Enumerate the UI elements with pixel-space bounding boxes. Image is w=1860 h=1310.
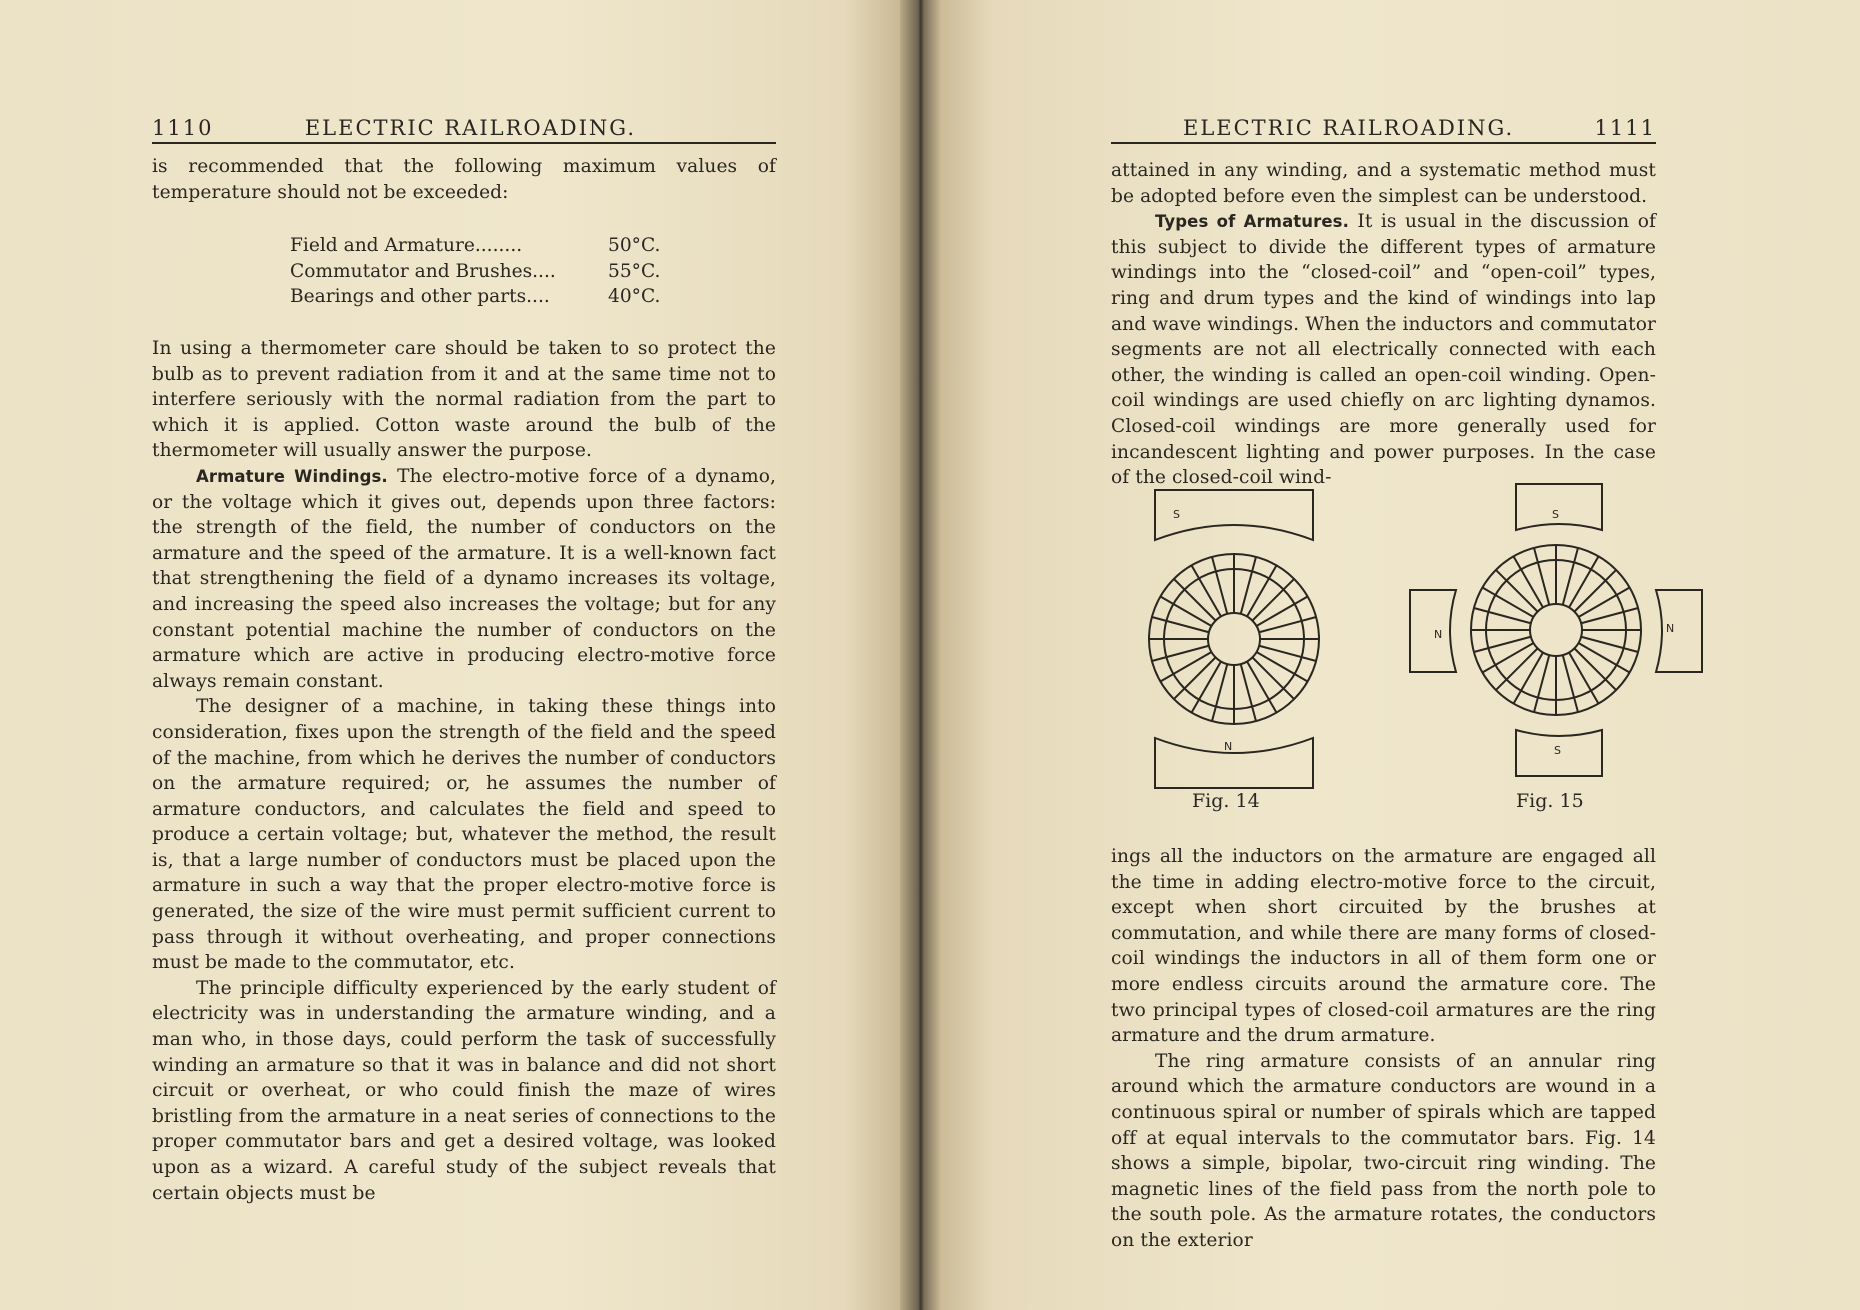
table-value: 40°C. [608,286,661,308]
table-label: Commutator and Brushes.... [290,260,556,282]
table-label: Field and Armature........ [290,235,523,256]
fig15-pole-right [1656,590,1702,672]
designer-paragraph: The designer of a machine, in taking these things into consideration, fixes upon the strength of the field and the speed of the machine, from which he derives the number of conductors on the armature required; or, he assumes the number of armature conductors, and calculates the field and speed to produce a certain voltage; but, whatever the method, the result is, that a large number of conductors must be placed upon the armature in such a way that the proper electro-motive force is generated, the size of the wire must permit sufficient current to pass through it without overheating, and proper connections must be made to the commutator, etc. [152,696,776,974]
fig15-spokes [1471,545,1641,715]
table-row [290,233,660,259]
armature-spoke [1496,570,1538,612]
types-text: It is usual in the discussion of this subject to divide the different types of armature windings into the “closed-coil” and “open-coil” types, ring and drum types and the kind of windings into lap and wave windings. When the inductors and commutator segments are not all electrically connected with each other, the winding is called an open-coil winding. Open-coil windings are used chiefly on arc lighting dynamos. Closed-coil windings are more generally used for incandescent lighting and power purposes. In the case of the closed-coil wind- [1111,211,1656,489]
types-paragraph [1111,209,1656,491]
fig15-pole-top-label: S [1552,508,1559,521]
left-running-title: ELECTRIC RAILROADING. [304,116,636,140]
fig15-pole-left-label: N [1434,628,1443,641]
table-label: Bearings and other parts.... [290,286,550,308]
armature-heading: Armature Windings. [196,466,388,486]
table-value: 55°C. [608,260,661,282]
left-header-rule [152,142,776,144]
right-running-title: ELECTRIC RAILROADING. [1183,116,1515,140]
fig14-pole-top-label: S [1173,508,1180,521]
armature-spoke [1574,648,1616,690]
left-page-number: 1110 [152,116,214,140]
armature-spoke [1574,570,1616,612]
armature-paragraph [152,464,776,694]
right-header-rule [1111,142,1656,144]
closed-coil-paragraph: ings all the inductors on the armature are engaged all the time in adding electro-motive force to the circuit, except when short circuited by the brushes at commutation, and while there are many forms of closed-coil windings the inductors in all of them form one or more endless circuits around the armature core. The two principal types of closed-coil armatures are the ring armature and the drum armature. [1111,846,1656,1047]
right-bottom-body [1111,844,1656,1254]
fig15-pole-right-label: N [1666,622,1675,635]
fig15-pole-top [1516,484,1602,530]
left-body [152,336,776,1206]
fig14-pole-bottom-label: N [1224,740,1233,753]
armature-spoke [1252,579,1294,621]
fig14-pole-bottom [1155,738,1313,788]
intro-paragraph: is recommended that the following maximum values of temperature should not be exceeded: [152,156,776,203]
book-gutter [900,0,940,1310]
left-intro [152,154,776,205]
thermometer-paragraph: In using a thermometer care should be taken to so protect the bulb as to prevent radiation from it and at the same time not to interfere seriously with the normal radiation from the part to which it is applied. Cotton waste around the bulb of the thermometer will usually answer the purpose. [152,338,776,462]
types-heading: Types of Armatures. [1155,212,1349,232]
fig15-pole-bottom-label: S [1554,744,1561,757]
continued-paragraph: attained in any winding, and a systematic method must be adopted before even the simplest can be understood. [1111,160,1656,207]
right-top-body [1111,158,1656,491]
right-page-number: 1111 [1594,116,1656,140]
ring-paragraph: The ring armature consists of an annular ring around which the armature conductors are wound in a continuous spiral or number of spirals which are tapped off at equal intervals to the commutator bars. Fig. 14 shows a simple, bipolar, two-circuit ring winding. The magnetic lines of the field pass from the north pole to the south pole. As the armature rotates, the conductors on the exterior [1111,1050,1656,1251]
fig15-pole-left [1410,590,1456,672]
fig15-diagram [1406,480,1706,780]
left-page [0,0,918,1310]
left-running-head [152,106,776,140]
armature-text: The electro-motive force of a dynamo, or the voltage which it gives out, depends upon three factors: the strength of the field, the number of conductors on the armature and the speed of the armature. It is a well-known fact that strengthening the field of a dynamo increases its voltage, and increasing the speed also increases the voltage; but for any constant potential machine the number of conductors on the armature which are active in producing electro-motive force always remain constant. [152,465,776,692]
principle-paragraph: The principle difficulty experienced by the early student of electricity was in understanding the armature winding, and a man who, in those days, could perform the task of successfully winding an armature so that it was in balance and did not short circuit or overheat, or who could finish the maze of wires bristling from the armature in a neat series of connections to the proper commutator bars and get a desired voltage, was looked upon as a wizard. A careful study of the subject reveals that certain objects must be [152,977,776,1204]
armature-spoke [1174,579,1216,621]
armature-spoke [1174,657,1216,699]
fig14-spokes [1149,554,1319,724]
right-page [918,0,1860,1310]
table-row [290,259,660,285]
right-running-head [1111,106,1656,140]
table-value: 50°C. [608,235,661,256]
fig14-caption: Fig. 14 [1192,790,1260,812]
temperature-table [290,233,660,310]
armature-spoke [1496,648,1538,690]
fig14-diagram [1143,480,1343,800]
table-row [290,284,660,310]
armature-spoke [1252,657,1294,699]
fig15-caption: Fig. 15 [1516,790,1584,812]
